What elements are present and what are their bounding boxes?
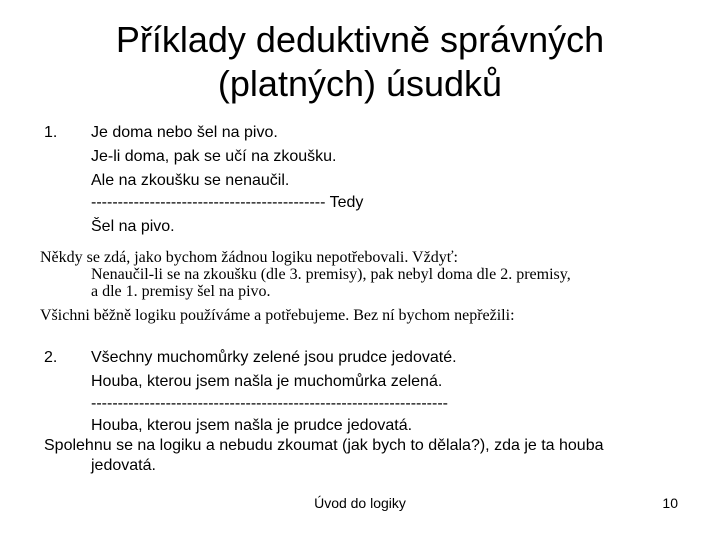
example-1-premise-1: Je doma nebo šel na pivo. [91,124,278,141]
footer-course-title: Úvod do logiky [314,495,406,511]
example-2-number: 2. [44,349,58,366]
slide-title [0,18,720,106]
example-2-remark-line-2: jedovatá. [91,457,156,474]
example-1-premise-3: Ale na zkoušku se nenaučil. [91,172,290,189]
example-2-remark-line-1: Spolehnu se na logiku a nebudu zkoumat (jak bych to dělala?), zda je ta houba [44,437,604,454]
example-2-premise-1: Všechny muchomůrky zelené jsou prudce jedovaté. [91,349,457,366]
note-line-1: Někdy se zdá, jako bychom žádnou logiku nepotřebovali. Vždyť: [40,249,458,266]
slide-title-line-1: Příklady deduktivně správných [115,19,605,60]
example-2-separator: ------------------------------------------------------------------- [91,395,448,412]
example-1-conclusion: Šel na pivo. [91,218,175,235]
note-line-4: Všichni běžně logiku používáme a potřebujeme. Bez ní bychom nepřežili: [40,307,515,324]
example-1-premise-2: Je-li doma, pak se učí na zkoušku. [91,148,337,165]
example-2-conclusion: Houba, kterou jsem našla je prudce jedovatá. [91,417,413,434]
note-line-2: Nenaučil-li se na zkoušku (dle 3. premisy), pak nebyl doma dle 2. premisy, [91,266,571,283]
example-1-number: 1. [44,124,58,141]
example-1-separator: -------------------------------------------- Tedy [91,194,364,211]
example-2-premise-2: Houba, kterou jsem našla je muchomůrka zelená. [91,373,443,390]
slide-title-line-2: (platných) úsudků [217,63,503,104]
page-number: 10 [662,495,678,511]
note-line-3: a dle 1. premisy šel na pivo. [91,283,271,300]
